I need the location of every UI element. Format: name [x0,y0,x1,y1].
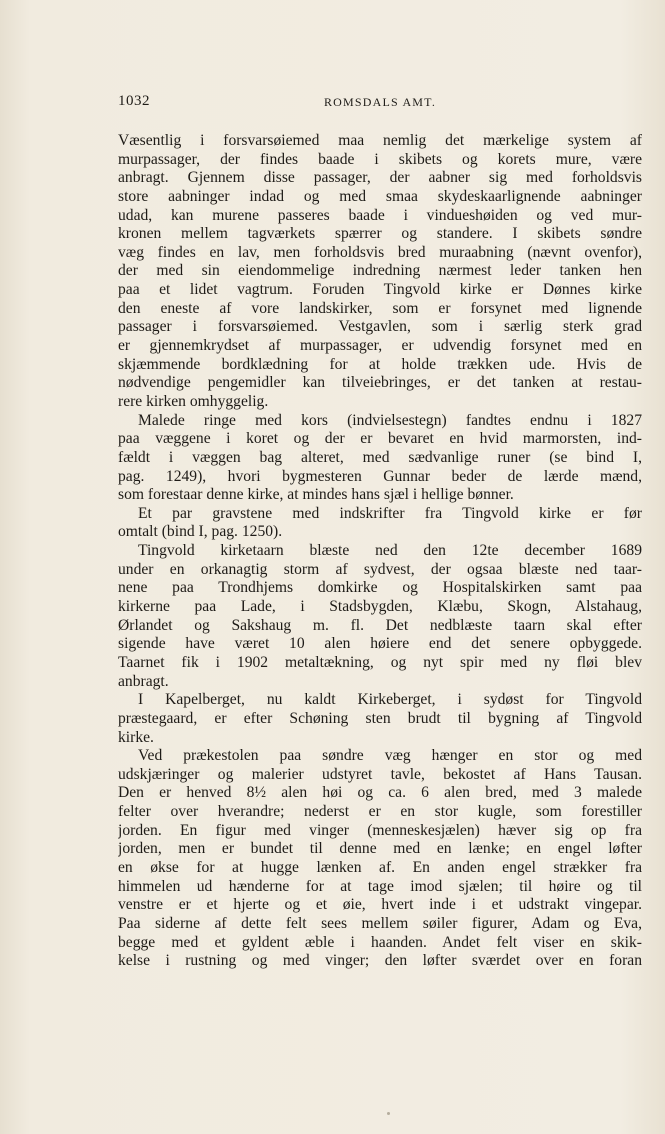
specks [387,1112,390,1115]
text-line: som forestaar denne kirke, at mindes hans sjæl i hellige bønner. [118,486,514,504]
body-text [118,132,642,971]
text-line: Malede ringe med kors (indvielsestegn) fandtes endnu i 1827 [138,411,642,429]
text-line: venstre er et hjerte og et øie, hvert inde i et udstrakt vingepar. [118,896,642,914]
text-line: skjæmmende bordklædning for at holde trækken ude. Hvis de [118,355,642,373]
text-line: den eneste af vore landskirker, som er forsynet med lignende [118,299,642,317]
text-line: begge med et gyldent æble i haanden. Andet felt viser en skik- [118,933,642,951]
text-line: paa et lidet vagtrum. Foruden Tingvold kirke er Dønnes kirke [118,281,642,299]
text-line: felter over hverandre; nederst er en stor kugle, som forestiller [118,803,642,821]
text-line: sigende have været 10 alen høiere end det senere opbyggede. [118,635,642,653]
text-line: jorden, men er bundet til denne med en lænke; en engel løfter [118,840,642,858]
text-line: nødvendige pengemidler kan tilveiebringes, er det tanken at restau- [118,374,642,392]
text-line: I Kapelberget, nu kaldt Kirkeberget, i sydøst for Tingvold [138,691,642,709]
text-line: Ørlandet og Sakshaug m. fl. Det nedblæste taarn skal efter [118,616,642,634]
text-line: himmelen ud hænderne for at tage imod sjælen; til høire og til [118,877,642,895]
text-line: der med sin eiendommelige indredning nærmest leder tanken hen [118,262,642,280]
text-line: Paa siderne af dette felt sees mellem søiler figurer, Adam og Eva, [118,914,642,932]
text-line: Taarnet fik i 1902 metaltækning, og nyt spir med ny fløi blev [118,653,642,671]
text-line: omtalt (bind I, pag. 1250). [118,523,283,541]
text-line: nene paa Trondhjems domkirke og Hospitalskirken samt paa [118,579,642,597]
text-line: kirke. [118,728,154,746]
text-line: Ved prækestolen paa søndre væg hænger en stor og med [138,747,642,765]
text-line: præstegaard, er efter Schøning sten brudt til bygning af Tingvold [118,709,642,727]
text-line: Tingvold kirketaarn blæste ned den 12te december 1689 [138,542,642,560]
text-line: udskjæringer og malerier udstyret tavle, bekostet af Hans Tausan. [118,765,642,783]
text-line: Et par gravstene med indskrifter fra Tingvold kirke er før [138,504,642,522]
text-line: udad, kan murene passeres baade i vindueshøiden og ved mur- [118,206,642,224]
text-line: passager i forsvarsøiemed. Vestgavlen, som i særlig sterk grad [118,318,642,336]
text-line: under en orkanagtig storm af sydvest, der ogsaa blæste ned taar- [118,560,642,578]
text-line: jorden. En figur med vinger (menneskesjælen) hæver sig op fra [118,821,642,839]
page-number: 1032 [118,93,150,109]
text-line: paa væggene i koret og der er bevaret en hvid marmorsten, ind- [118,430,642,448]
text-line: kronen mellem tagværkets spærrer og standere. I skibets søndre [118,225,642,243]
text-line: er gjennemkrydset af murpassager, er udvendig forsynet med en [118,337,642,355]
text-line: store aabninger indad og med smaa skydeskaarlignende aabninger [118,187,642,205]
text-line: fældt i væggen bag alteret, med sædvanlige runer (se bind I, [118,448,642,466]
text-line: rere kirken omhyggelig. [118,392,269,410]
text-line: murpassager, der findes baade i skibets og korets mure, være [118,150,642,168]
text-line: kirkerne paa Lade, i Stadsbygden, Klæbu, Skogn, Alstahaug, [118,598,642,616]
text-line: kelse i rustning og med vinger; den løfter sværdet over en foran [118,952,642,970]
text-line: Væsentlig i forsvarsøiemed maa nemlig det mærkelige system af [118,132,642,149]
page-header [118,93,642,115]
text-line: anbragt. [118,672,169,690]
text-line: anbragt. Gjennem disse passager, der aabner sig med forholdsvis [118,169,642,187]
text-line: en økse for at hugge lænken af. En anden engel strækker fra [118,858,642,876]
running-title: ROMSDALS AMT. [323,95,437,109]
text-line: pag. 1249), hvori bygmesteren Gunnar beder de lærde mænd, [118,467,642,485]
text-line: Den er henved 8½ alen høi og ca. 6 alen bred, med 3 malede [118,784,642,802]
text-line: væg findes en lav, men forholdsvis bred muraabning (nævnt ovenfor), [118,243,642,261]
